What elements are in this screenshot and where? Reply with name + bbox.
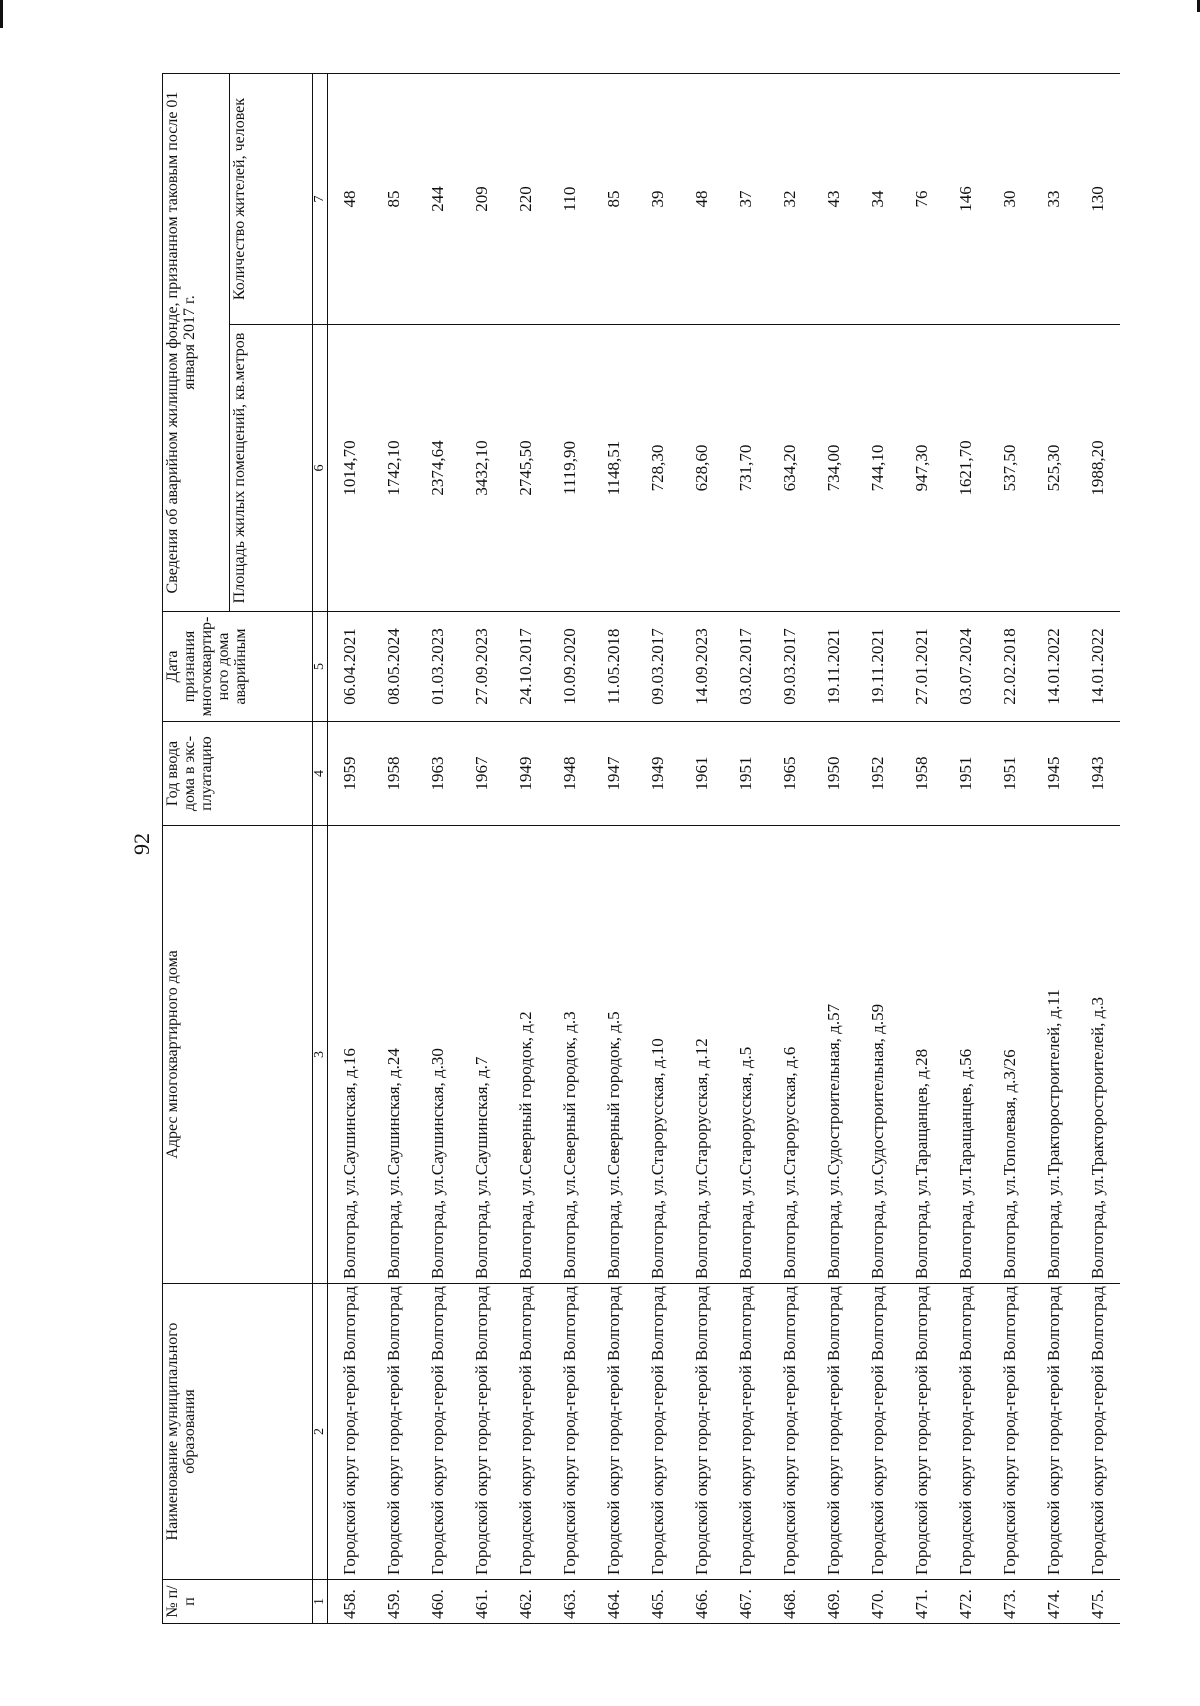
- rotated-page-content: [162, 74, 1107, 1624]
- residents-cell: 48: [680, 73, 724, 324]
- table-row: [460, 73, 504, 1623]
- area-cell: 2745,50: [504, 325, 548, 612]
- table-row: [504, 73, 548, 1623]
- column-number: 3: [313, 826, 328, 1284]
- row-number: 468.: [768, 1580, 812, 1624]
- address-cell: Волгоград, ул.Северный городок, д.2: [504, 826, 548, 1284]
- column-number: 7: [313, 73, 328, 324]
- row-number: 469.: [812, 1580, 856, 1624]
- area-cell: 731,70: [724, 325, 768, 612]
- date-cell: 19.11.2021: [812, 612, 856, 722]
- residents-cell: 34: [856, 73, 900, 324]
- year-cell: 1943: [1076, 722, 1120, 826]
- municipality-cell: Городской округ город-герой Волгоград: [988, 1284, 1032, 1580]
- year-cell: 1951: [988, 722, 1032, 826]
- residents-cell: 37: [724, 73, 768, 324]
- header-year: Год ввода дома в экс-плуатацию: [163, 722, 313, 826]
- table-row: [1076, 73, 1120, 1623]
- date-cell: 24.10.2017: [504, 612, 548, 722]
- municipality-cell: Городской округ город-герой Волгоград: [856, 1284, 900, 1580]
- table-row: [548, 73, 592, 1623]
- residents-cell: 209: [460, 73, 504, 324]
- area-cell: 1119,90: [548, 325, 592, 612]
- table-row: [416, 73, 460, 1623]
- date-cell: 03.02.2017: [724, 612, 768, 722]
- date-cell: 06.04.2021: [328, 612, 373, 722]
- area-cell: 744,10: [856, 325, 900, 612]
- row-number: 458.: [328, 1580, 373, 1624]
- address-cell: Волгоград, ул.Старорусская, д.5: [724, 826, 768, 1284]
- area-cell: 3432,10: [460, 325, 504, 612]
- year-cell: 1947: [592, 722, 636, 826]
- year-cell: 1945: [1032, 722, 1076, 826]
- year-cell: 1967: [460, 722, 504, 826]
- area-cell: 947,30: [900, 325, 944, 612]
- residents-cell: 48: [328, 73, 373, 324]
- address-cell: Волгоград, ул.Старорусская, д.12: [680, 826, 724, 1284]
- header-group: Сведения об аварийном жилищном фонде, признанном таковым после 01 января 2017 г.: [163, 73, 230, 611]
- row-number: 460.: [416, 1580, 460, 1624]
- row-number: 459.: [372, 1580, 416, 1624]
- row-number: 475.: [1076, 1580, 1120, 1624]
- municipality-cell: Городской округ город-герой Волгоград: [944, 1284, 988, 1580]
- address-cell: Волгоград, ул.Северный городок, д.3: [548, 826, 592, 1284]
- row-number: 462.: [504, 1580, 548, 1624]
- area-cell: 628,60: [680, 325, 724, 612]
- area-cell: 1621,70: [944, 325, 988, 612]
- municipality-cell: Городской округ город-герой Волгоград: [548, 1284, 592, 1580]
- residents-cell: 244: [416, 73, 460, 324]
- header-residents: Количество жителей, человек: [230, 73, 313, 324]
- municipality-cell: Городской округ город-герой Волгоград: [812, 1284, 856, 1580]
- residents-cell: 110: [548, 73, 592, 324]
- residents-cell: 32: [768, 73, 812, 324]
- residents-cell: 39: [636, 73, 680, 324]
- table-row: [328, 73, 373, 1623]
- address-cell: Волгоград, ул.Судостроительная, д.57: [812, 826, 856, 1284]
- date-cell: 19.11.2021: [856, 612, 900, 722]
- date-cell: 01.03.2023: [416, 612, 460, 722]
- date-cell: 27.01.2021: [900, 612, 944, 722]
- municipality-cell: Городской округ город-герой Волгоград: [636, 1284, 680, 1580]
- header-address: Адрес многоквартирного дома: [163, 826, 313, 1284]
- municipality-cell: Городской округ город-герой Волгоград: [1032, 1284, 1076, 1580]
- year-cell: 1958: [372, 722, 416, 826]
- address-cell: Волгоград, ул.Саушинская, д.30: [416, 826, 460, 1284]
- residents-cell: 76: [900, 73, 944, 324]
- row-number: 466.: [680, 1580, 724, 1624]
- area-cell: 525,30: [1032, 325, 1076, 612]
- municipality-cell: Городской округ город-герой Волгоград: [768, 1284, 812, 1580]
- year-cell: 1959: [328, 722, 373, 826]
- area-cell: 1014,70: [328, 325, 373, 612]
- date-cell: 27.09.2023: [460, 612, 504, 722]
- residents-cell: 85: [592, 73, 636, 324]
- area-cell: 1742,10: [372, 325, 416, 612]
- table-body: [328, 73, 1121, 1623]
- year-cell: 1948: [548, 722, 592, 826]
- row-number: 472.: [944, 1580, 988, 1624]
- year-cell: 1963: [416, 722, 460, 826]
- column-number: 4: [313, 722, 328, 826]
- row-number: 471.: [900, 1580, 944, 1624]
- table-row: [372, 73, 416, 1623]
- address-cell: Волгоград, ул.Тракторостроителей, д.11: [1032, 826, 1076, 1284]
- header-num: № п/п: [163, 1580, 313, 1624]
- address-cell: Волгоград, ул.Таращанцев, д.28: [900, 826, 944, 1284]
- municipality-cell: Городской округ город-герой Волгоград: [1076, 1284, 1120, 1580]
- table-row: [988, 73, 1032, 1623]
- residents-cell: 146: [944, 73, 988, 324]
- date-cell: 22.02.2018: [988, 612, 1032, 722]
- address-cell: Волгоград, ул.Таращанцев, д.56: [944, 826, 988, 1284]
- address-cell: Волгоград, ул.Судостроительная, д.59: [856, 826, 900, 1284]
- table-row: [900, 73, 944, 1623]
- address-cell: Волгоград, ул.Тракторостроителей, д.3: [1076, 826, 1120, 1284]
- municipality-cell: Городской округ город-герой Волгоград: [724, 1284, 768, 1580]
- column-number: 2: [313, 1284, 328, 1580]
- address-cell: Волгоград, ул.Старорусская, д.10: [636, 826, 680, 1284]
- row-number: 464.: [592, 1580, 636, 1624]
- date-cell: 09.03.2017: [768, 612, 812, 722]
- header-date: Дата признания многоквартир-ного дома аварийным: [163, 612, 313, 722]
- municipality-cell: Городской округ город-герой Волгоград: [372, 1284, 416, 1580]
- table-row: [768, 73, 812, 1623]
- table-row: [856, 73, 900, 1623]
- column-number-row: [313, 73, 328, 1623]
- scan-edge-mark: [0, 0, 3, 28]
- row-number: 463.: [548, 1580, 592, 1624]
- table-row: [592, 73, 636, 1623]
- year-cell: 1949: [636, 722, 680, 826]
- table-row: [1032, 73, 1076, 1623]
- residents-cell: 43: [812, 73, 856, 324]
- column-number: 6: [313, 325, 328, 612]
- row-number: 465.: [636, 1580, 680, 1624]
- table-row: [944, 73, 988, 1623]
- area-cell: 1988,20: [1076, 325, 1120, 612]
- municipality-cell: Городской округ город-герой Волгоград: [460, 1284, 504, 1580]
- municipality-cell: Городской округ город-герой Волгоград: [416, 1284, 460, 1580]
- date-cell: 14.01.2022: [1032, 612, 1076, 722]
- address-cell: Волгоград, ул.Саушинская, д.7: [460, 826, 504, 1284]
- row-number: 461.: [460, 1580, 504, 1624]
- date-cell: 03.07.2024: [944, 612, 988, 722]
- address-cell: Волгоград, ул.Тополевая, д.3/26: [988, 826, 1032, 1284]
- area-cell: 734,00: [812, 325, 856, 612]
- municipality-cell: Городской округ город-герой Волгоград: [504, 1284, 548, 1580]
- header-municipality: Наименование муниципального образования: [163, 1284, 313, 1580]
- year-cell: 1952: [856, 722, 900, 826]
- year-cell: 1950: [812, 722, 856, 826]
- residents-cell: 33: [1032, 73, 1076, 324]
- table-row: [680, 73, 724, 1623]
- area-cell: 1148,51: [592, 325, 636, 612]
- row-number: 473.: [988, 1580, 1032, 1624]
- address-cell: Волгоград, ул.Саушинская, д.16: [328, 826, 373, 1284]
- year-cell: 1958: [900, 722, 944, 826]
- area-cell: 728,30: [636, 325, 680, 612]
- residents-cell: 220: [504, 73, 548, 324]
- date-cell: 10.09.2020: [548, 612, 592, 722]
- table-row: [724, 73, 768, 1623]
- page-number: 92: [129, 833, 154, 855]
- row-number: 470.: [856, 1580, 900, 1624]
- year-cell: 1951: [944, 722, 988, 826]
- municipality-cell: Городской округ город-герой Волгоград: [680, 1284, 724, 1580]
- column-number: 1: [313, 1580, 328, 1624]
- date-cell: 09.03.2017: [636, 612, 680, 722]
- municipality-cell: Городской округ город-герой Волгоград: [328, 1284, 373, 1580]
- area-cell: 2374,64: [416, 325, 460, 612]
- municipality-cell: Городской округ город-герой Волгоград: [900, 1284, 944, 1580]
- date-cell: 14.01.2022: [1076, 612, 1120, 722]
- row-number: 467.: [724, 1580, 768, 1624]
- emergency-housing-table: [162, 73, 1120, 1624]
- table-row: [636, 73, 680, 1623]
- date-cell: 08.05.2024: [372, 612, 416, 722]
- year-cell: 1949: [504, 722, 548, 826]
- residents-cell: 130: [1076, 73, 1120, 324]
- header-area: Площадь жилых помещений, кв.метров: [230, 325, 313, 612]
- area-cell: 634,20: [768, 325, 812, 612]
- year-cell: 1951: [724, 722, 768, 826]
- year-cell: 1965: [768, 722, 812, 826]
- date-cell: 14.09.2023: [680, 612, 724, 722]
- address-cell: Волгоград, ул.Старорусская, д.6: [768, 826, 812, 1284]
- area-cell: 537,50: [988, 325, 1032, 612]
- residents-cell: 85: [372, 73, 416, 324]
- address-cell: Волгоград, ул.Саушинская, д.24: [372, 826, 416, 1284]
- municipality-cell: Городской округ город-герой Волгоград: [592, 1284, 636, 1580]
- row-number: 474.: [1032, 1580, 1076, 1624]
- address-cell: Волгоград, ул.Северный городок, д.5: [592, 826, 636, 1284]
- date-cell: 11.05.2018: [592, 612, 636, 722]
- column-number: 5: [313, 612, 328, 722]
- residents-cell: 30: [988, 73, 1032, 324]
- table-row: [812, 73, 856, 1623]
- year-cell: 1961: [680, 722, 724, 826]
